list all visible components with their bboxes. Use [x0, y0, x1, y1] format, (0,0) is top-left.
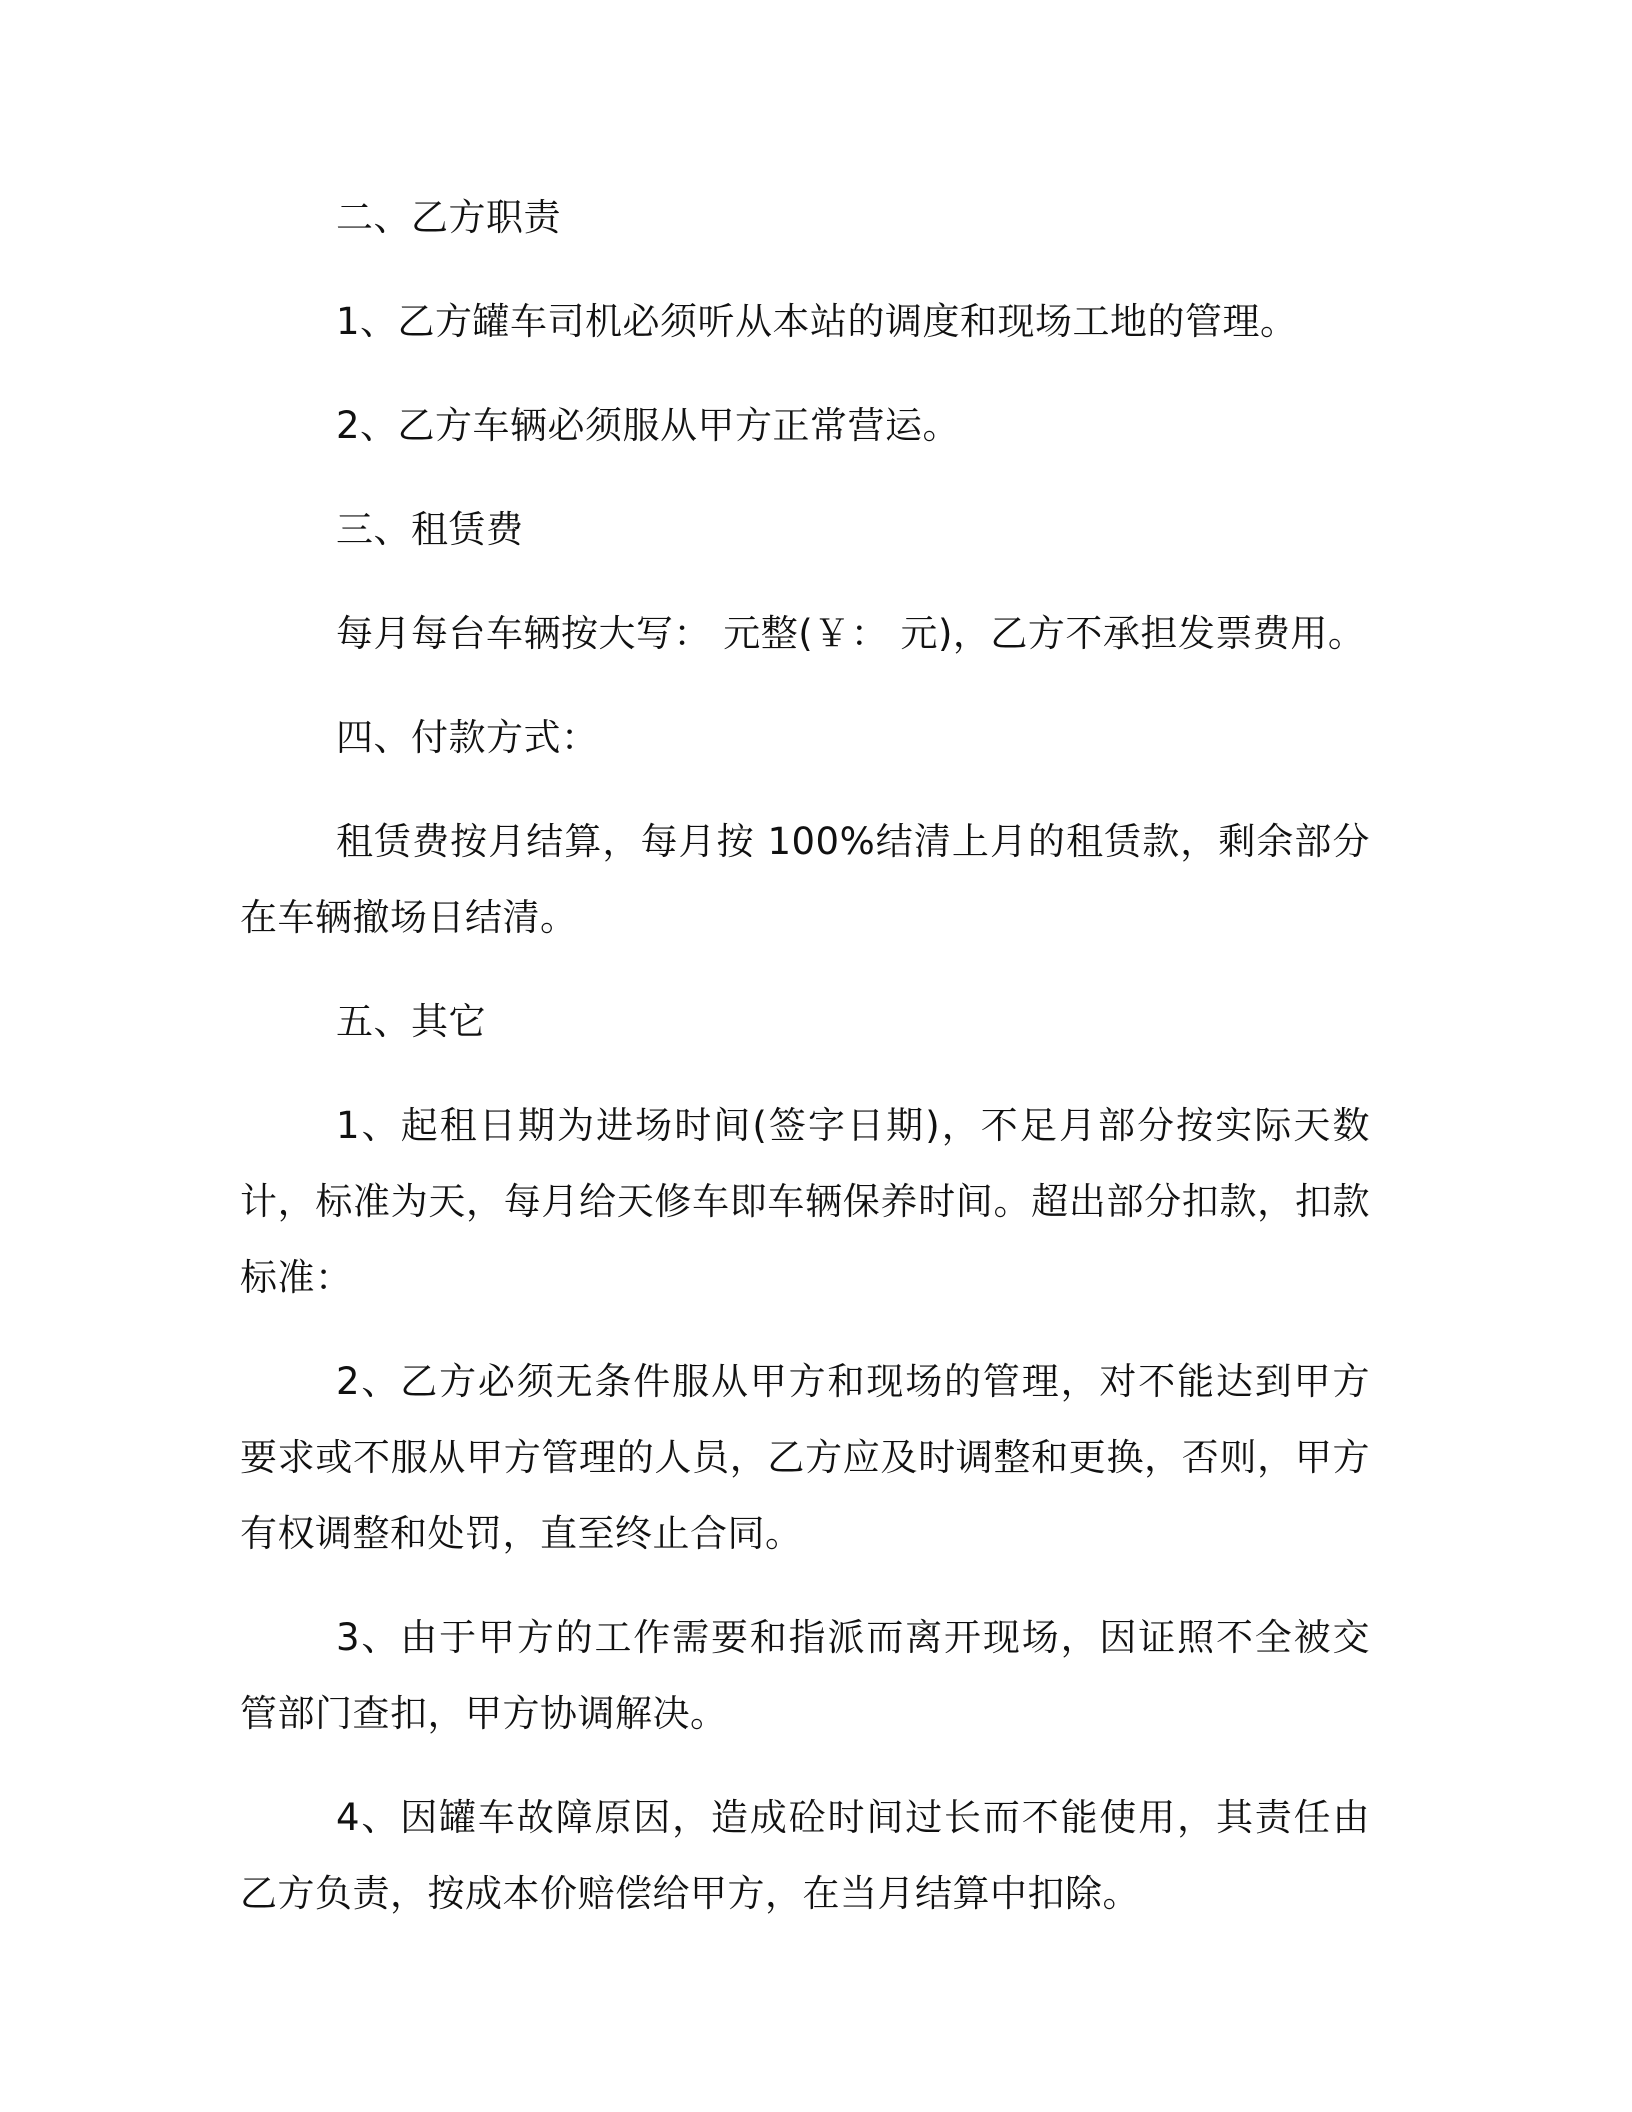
clause-paragraph: 4、因罐车故障原因，造成砼时间过长而不能使用，其责任由乙方负责，按成本价赔偿给甲方，在当月结算中扣除。	[240, 1796, 1370, 1915]
section-heading-rent: 三、租赁费	[336, 508, 524, 551]
section-heading-other: 五、其它	[336, 1000, 486, 1043]
clause-paragraph: 1、起租日期为进场时间(签字日期)，不足月部分按实际天数计，标准为天，每月给天修车即车辆保养时间。超出部分扣款，扣款标准：	[240, 1104, 1370, 1299]
clause-paragraph: 租赁费按月结算，每月按 100%结清上月的租赁款，剩余部分在车辆撤场日结清。	[240, 820, 1370, 939]
section-heading-responsibilities: 二、乙方职责	[336, 196, 561, 239]
clause-paragraph: 每月每台车辆按大写： 元整(￥： 元)，乙方不承担发票费用。	[336, 612, 1366, 655]
section-heading-payment: 四、付款方式：	[336, 716, 599, 759]
clause-paragraph: 3、由于甲方的工作需要和指派而离开现场，因证照不全被交管部门查扣，甲方协调解决。	[240, 1616, 1370, 1735]
document-page	[240, 180, 1370, 1960]
clause-paragraph: 2、乙方车辆必须服从甲方正常营运。	[336, 404, 961, 447]
clause-paragraph: 1、乙方罐车司机必须听从本站的调度和现场工地的管理。	[336, 300, 1298, 343]
clause-paragraph: 2、乙方必须无条件服从甲方和现场的管理，对不能达到甲方要求或不服从甲方管理的人员，乙方应及时调整和更换，否则，甲方有权调整和处罚，直至终止合同。	[240, 1360, 1370, 1555]
